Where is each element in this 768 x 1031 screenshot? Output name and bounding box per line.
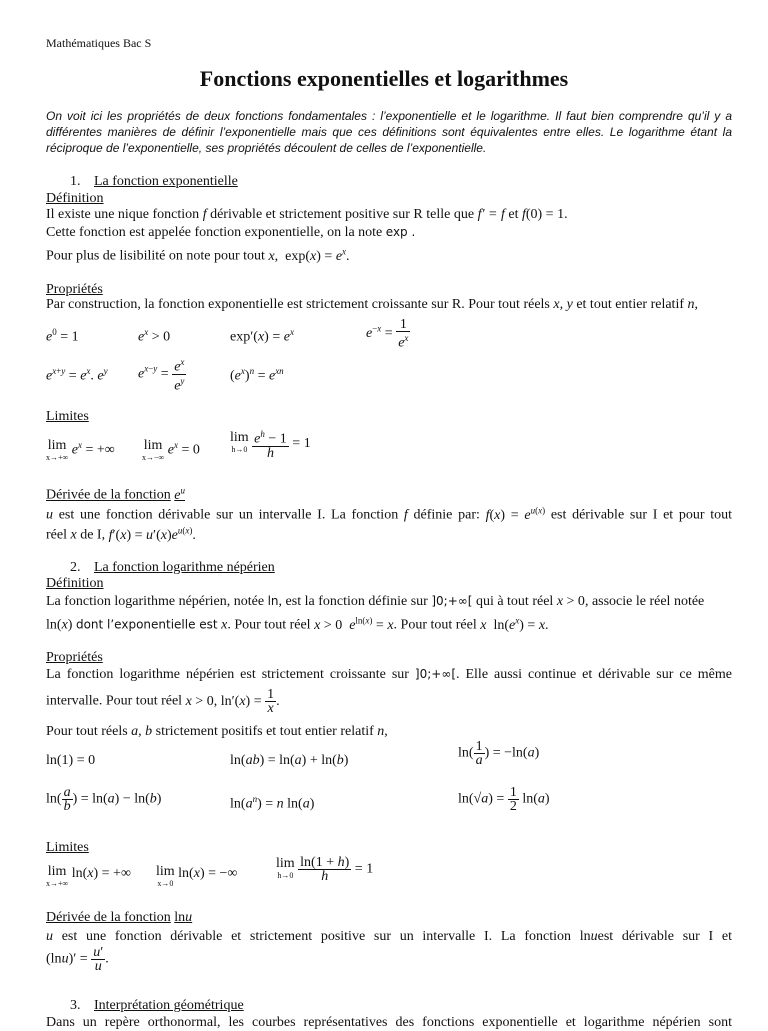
text: définie par: <box>413 507 480 523</box>
section-1-heading <box>70 174 238 190</box>
formula: ]0;+∞[ <box>414 667 457 681</box>
formula: $e^0 = 1$ <box>46 327 79 345</box>
formula: x > 0, ln′(x) = $\frac{1}{x}$ . <box>185 687 280 716</box>
text: Cette fonction est appelée fonction exponentielle, on la note <box>46 225 383 240</box>
text: intervalle. Pour tout réel <box>46 693 183 709</box>
text: Il existe une nique fonction <box>46 207 200 222</box>
section-number: 3. <box>70 998 81 1013</box>
text: , est la fonction définie sur <box>278 594 428 609</box>
definition-line-1 <box>46 594 704 610</box>
text: et tout entier relatif <box>576 297 685 312</box>
formula: lim x→+∞ $e^x$ = +∞ <box>46 438 115 462</box>
section-title: La fonction logarithme népérien <box>94 560 275 575</box>
derivative-line-2 <box>46 525 196 544</box>
text: . Elle aussi continue et dérivable sur ce même <box>456 667 733 682</box>
formula: ln(1) = 0 <box>46 753 96 768</box>
formula: x, y <box>553 297 573 312</box>
page-title: Fonctions exponentielles et logarithmes <box>199 66 569 91</box>
text: est une fonction dérivable et strictement positive sur un intervalle I. La fonction <box>61 929 572 944</box>
formula: lim x→+∞ ln(x) = +∞ <box>46 864 131 888</box>
derivative-line-1 <box>46 929 732 945</box>
formula: $f(x) = e^{u(x)}$ <box>485 505 546 523</box>
formula: $e^x > 0$ <box>138 327 171 345</box>
text: dérivable et strictement positive sur R telle que <box>210 207 475 222</box>
formula: ln( $\frac{1}{a}$ ) = −ln(a) <box>458 739 540 768</box>
properties-line-2 <box>46 688 280 715</box>
text: et <box>508 207 519 222</box>
formula: f <box>403 507 408 523</box>
formula: lim h→0 $\frac{e^h - 1}{h}$ = 1 <box>230 429 311 461</box>
formula: x $\ln(e^x) = x$. <box>480 615 549 633</box>
text: qui à tout réel <box>475 594 554 609</box>
properties-line: Par construction, la fonction exponentielle est strictement croissante sur R. Pour tout réels x, y et tout entier relatif n, <box>46 297 699 312</box>
formula: $\exp'(x) = e^x$ <box>230 327 294 345</box>
formula: lnu <box>174 910 193 925</box>
definition-line-3 <box>46 246 350 265</box>
formula: ]0;+∞[ <box>431 594 473 608</box>
formula: $e^{x-y}$ = $\frac{e^x}{e^y}$ <box>138 357 185 394</box>
formula: lim x→0 ln(x) = −∞ <box>156 864 238 888</box>
properties-line-3: Pour tout réels a, b strictement positifs et tout entier relatif n, <box>46 724 388 739</box>
formula: ln <box>267 594 279 608</box>
text: La fonction logarithme népérien, notée <box>46 594 265 609</box>
text: Dérivée de la fonction <box>46 487 171 503</box>
text: est dérivable sur I et pour tout <box>550 507 733 523</box>
section-3-line-1: Dans un repère orthonormal, les courbes représentatives des fonctions exponentielle et logarithme népérien sont <box>46 1015 732 1030</box>
section-3-heading <box>70 998 244 1014</box>
formula: a, b <box>131 724 153 739</box>
properties-label: Propriétés <box>46 282 103 297</box>
formula: $e^u$ <box>174 485 185 503</box>
formula: ln(x) <box>46 617 73 633</box>
formula: $e^{-x}$ = $\frac{1}{e^x}$ <box>366 317 409 351</box>
formula: x, $\exp(x) = e^x$. <box>268 246 350 264</box>
formula: f <box>202 207 207 222</box>
formula: $(e^x)^n = e^{xn}$ <box>230 366 284 384</box>
section-title: La fonction exponentielle <box>94 174 238 189</box>
text: est dérivable sur I et <box>597 929 733 944</box>
formula: $f'(x) = u'(x)e^{u(x)}$. <box>108 525 196 543</box>
formula: f′ = f <box>477 207 505 222</box>
formula: exp . <box>385 225 416 239</box>
derivative-label <box>46 910 192 926</box>
formula: ln(ab) = ln(a) + ln(b) <box>230 753 349 768</box>
text: Dérivée de la fonction <box>46 910 171 925</box>
formula: f(0) = 1. <box>521 207 568 222</box>
properties-line-1 <box>46 667 732 683</box>
text: de I, <box>80 527 106 543</box>
text: . Pour tout réel <box>393 617 477 633</box>
section-number: 1. <box>70 174 81 189</box>
formula: u <box>46 929 53 944</box>
formula: ln( $\frac{a}{b}$ ) = ln(a) − ln(b) <box>46 785 162 814</box>
text: La fonction logarithme népérien est strictement croissante sur <box>46 667 409 682</box>
intro-paragraph: On voit ici les propriétés de deux fonctions fondamentales : l’exponentielle et le logarithme. Il faut bien comprendre qu’il y a différentes manières de définir l’exponentielle mais que ces définitions sont équivalentes entre elles. Le logarithme étant la réciproque de l’exponentielle, ses propriétés découlent de celles de l’exponentielle. <box>46 109 732 155</box>
formula: ln(√a) = $\frac{1}{2}$ ln(a) <box>458 785 550 814</box>
definition-label: Définition <box>46 191 104 206</box>
derivative-line-1 <box>46 505 732 524</box>
formula: n <box>687 297 695 312</box>
formula: $e^{x+y} = e^x$. $e^y$ <box>46 366 108 384</box>
text: est une fonction dérivable sur un intervalle I. La fonction <box>58 507 399 523</box>
formula: lim x→−∞ $e^x = 0$ <box>142 438 200 462</box>
page-header: Mathématiques Bac S <box>46 36 152 50</box>
formula: x <box>70 527 77 543</box>
section-number: 2. <box>70 560 81 575</box>
formula: x <box>221 617 228 633</box>
text: dont l’exponentielle est <box>75 617 218 632</box>
formula: n <box>377 724 385 739</box>
derivative-label <box>46 485 185 504</box>
text: Par construction, la fonction exponentielle est strictement croissante sur R. Pour tout réels <box>46 297 550 312</box>
text: réel <box>46 527 67 543</box>
definition-line-2 <box>46 615 549 634</box>
definition-label: Définition <box>46 576 104 591</box>
formula: lim h→0 $\frac{\ln(1 + h)}{h}$ = 1 <box>276 855 374 884</box>
text: strictement positifs et tout entier relatif <box>155 724 374 739</box>
formula: $\ln(a^n) = n$ ln(a) <box>230 794 315 812</box>
text: . Pour tout réel <box>227 617 311 633</box>
section-title: Interprétation géométrique <box>94 998 244 1013</box>
text: Pour plus de lisibilité on note pour tout <box>46 248 265 264</box>
limits-label: Limites <box>46 409 89 424</box>
definition-line-2 <box>46 225 415 241</box>
limits-label: Limites <box>46 840 89 855</box>
formula: lnu <box>579 929 598 944</box>
text: , associe le réel notée <box>584 594 705 609</box>
formula: x > 0 $e^{ln(x)} = x$ <box>314 615 394 633</box>
text: Pour tout réels <box>46 724 128 739</box>
definition-line-1 <box>46 207 568 223</box>
formula: x > 0 <box>556 594 585 609</box>
properties-label: Propriétés <box>46 650 103 665</box>
formula: u <box>46 507 53 523</box>
formula: (lnu)′ = $\frac{u'}{u}$ . <box>46 945 109 974</box>
section-2-heading <box>70 560 275 576</box>
